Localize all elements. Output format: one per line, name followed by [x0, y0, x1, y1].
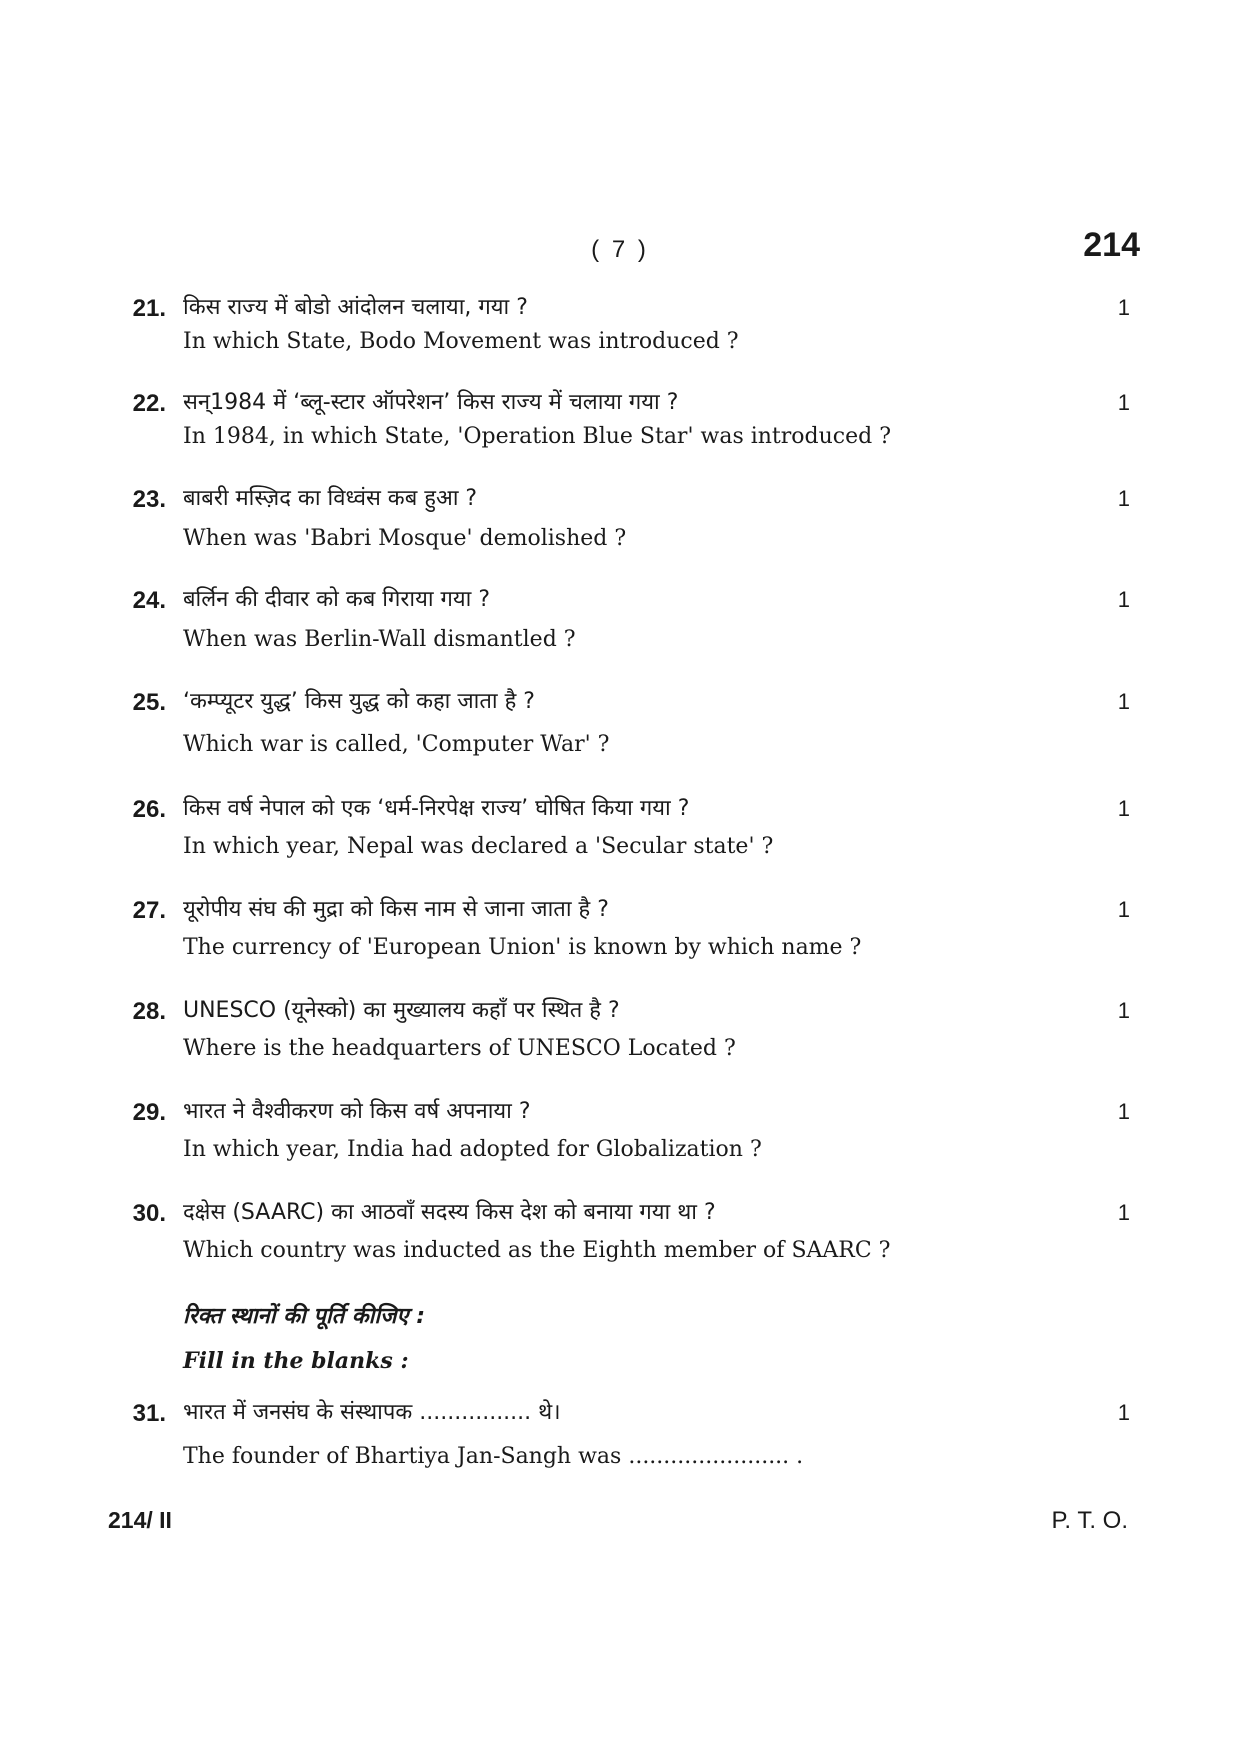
section-heading-hindi: रिक्त स्थानों की पूर्ति कीजिए : — [183, 1304, 426, 1329]
question-marks: 1 — [1117, 897, 1130, 922]
question-marks: 1 — [1117, 486, 1130, 511]
question-text-hindi: ‘कम्प्यूटर युद्ध’ किस युद्ध को कहा जाता है ? — [183, 689, 535, 714]
question-text-hindi: बाबरी मस्ज़िद का विध्वंस कब हुआ ? — [183, 486, 478, 511]
question-number: 27. — [132, 897, 166, 924]
question-marks: 1 — [1117, 295, 1130, 320]
question-text-hindi: दक्षेस (SAARC) का आठवाँ सदस्य किस देश को बनाया गया था ? — [183, 1200, 716, 1225]
question-text-english: Where is the headquarters of UNESCO Located ? — [183, 1036, 736, 1061]
page-number: ( 7 ) — [591, 236, 649, 263]
question-text-hindi: सन्1984 में ‘ब्लू-स्टार ऑपरेशन’ किस राज्य में चलाया गया ? — [183, 390, 679, 415]
question-text-hindi: किस वर्ष नेपाल को एक ‘धर्म-निरपेक्ष राज्य’ घोषित किया गया ? — [183, 796, 690, 821]
question-text-english: When was 'Babri Mosque' demolished ? — [183, 526, 627, 551]
question-text-english: Which country was inducted as the Eighth member of SAARC ? — [183, 1238, 891, 1263]
question-text-english: In which year, India had adopted for Globalization ? — [183, 1137, 762, 1162]
question-marks: 1 — [1117, 390, 1130, 415]
question-marks: 1 — [1117, 1200, 1130, 1225]
question-number: 25. — [132, 689, 166, 716]
section-heading-english: Fill in the blanks : — [183, 1348, 409, 1374]
question-number: 22. — [132, 390, 166, 417]
question-text-english: The currency of 'European Union' is known by which name ? — [183, 935, 862, 960]
footer-pto: P. T. O. — [1051, 1507, 1128, 1534]
question-text-english: In which State, Bodo Movement was introduced ? — [183, 329, 739, 354]
question-text-hindi: भारत ने वैश्वीकरण को किस वर्ष अपनाया ? — [183, 1099, 531, 1124]
question-number: 21. — [132, 295, 166, 322]
question-marks: 1 — [1117, 998, 1130, 1023]
question-text-hindi: यूरोपीय संघ की मुद्रा को किस नाम से जाना जाता है ? — [183, 897, 609, 922]
question-number: 28. — [132, 998, 166, 1025]
question-text-english: In 1984, in which State, 'Operation Blue Star' was introduced ? — [183, 424, 891, 449]
question-marks: 1 — [1117, 587, 1130, 612]
question-number: 23. — [132, 486, 166, 513]
question-text-hindi: किस राज्य में बोडो आंदोलन चलाया, गया ? — [183, 295, 528, 320]
question-marks: 1 — [1117, 1099, 1130, 1124]
question-text-english: In which year, Nepal was declared a 'Secular state' ? — [183, 834, 774, 859]
question-text-hindi: UNESCO (यूनेस्को) का मुख्यालय कहाँ पर स्थित है ? — [183, 998, 620, 1023]
question-text-english: The founder of Bhartiya Jan-Sangh was ....................... . — [183, 1444, 804, 1469]
question-number: 30. — [132, 1200, 166, 1227]
question-text-hindi: बर्लिन की दीवार को कब गिराया गया ? — [183, 587, 491, 612]
question-text-english: Which war is called, 'Computer War' ? — [183, 732, 610, 757]
question-marks: 1 — [1117, 796, 1130, 821]
question-marks: 1 — [1117, 1400, 1130, 1425]
question-text-english: When was Berlin-Wall dismantled ? — [183, 627, 576, 652]
question-number: 26. — [132, 796, 166, 823]
question-number: 24. — [132, 587, 166, 614]
question-number: 31. — [132, 1400, 166, 1427]
question-marks: 1 — [1117, 689, 1130, 714]
paper-code: 214 — [1083, 226, 1140, 264]
question-number: 29. — [132, 1099, 166, 1126]
footer-paper-code: 214/ II — [108, 1507, 172, 1533]
question-text-hindi: भारत में जनसंघ के संस्थापक ................ थे। — [183, 1400, 561, 1425]
